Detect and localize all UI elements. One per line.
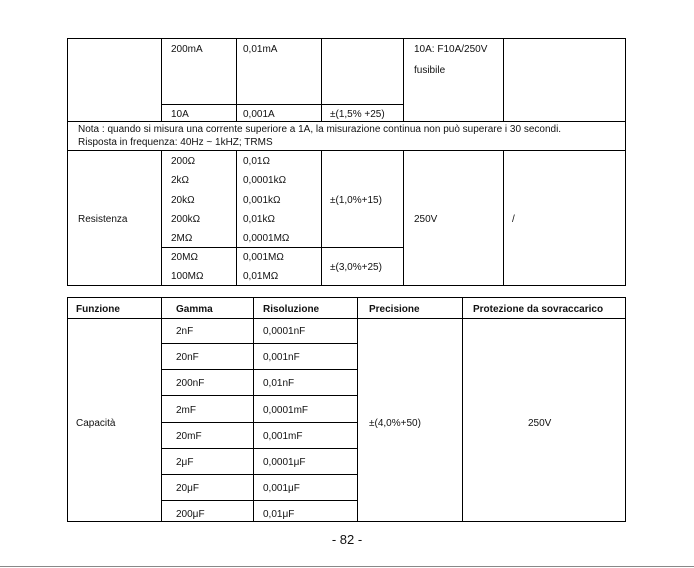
row-divider	[161, 422, 358, 423]
row-divider	[67, 150, 626, 151]
table-border-right	[625, 38, 626, 286]
row-divider	[161, 343, 358, 344]
resolution-cell: 0,01kΩ	[243, 214, 275, 225]
resolution-cell: 0,0001MΩ	[243, 233, 290, 244]
col-divider	[357, 297, 358, 522]
range-cell: 100MΩ	[171, 271, 204, 282]
row-divider	[161, 474, 358, 475]
col-divider	[503, 38, 504, 122]
row-divider	[161, 369, 358, 370]
resolution-cell: 0,001μF	[263, 483, 300, 494]
column-header-function: Funzione	[76, 304, 120, 315]
range-cell: 2MΩ	[171, 233, 193, 244]
protection-cell: 250V	[414, 214, 438, 225]
col-divider	[403, 150, 404, 286]
table-border-right	[625, 297, 626, 522]
resolution-cell: 0,01μF	[263, 509, 295, 520]
note-text: Risposta in frequenza: 40Hz ~ 1kHZ; TRMS	[78, 137, 273, 148]
col-divider	[236, 150, 237, 286]
col-divider	[321, 38, 322, 122]
range-cell: 2μF	[176, 457, 194, 468]
resolution-cell: 0,001A	[243, 109, 275, 120]
range-cell: 20MΩ	[171, 252, 198, 263]
column-header-resolution: Risoluzione	[263, 304, 320, 315]
col-divider	[321, 150, 322, 286]
range-cell: 200mA	[171, 44, 203, 55]
resolution-cell: 0,0001mF	[263, 405, 309, 416]
column-header-overload-protection: Protezione da sovraccarico	[473, 304, 604, 315]
note-text: Nota : quando si misura una corrente superiore a 1A, la misurazione continua non può superare i 30 secondi.	[78, 124, 562, 135]
resolution-cell: 0,01nF	[263, 378, 295, 389]
resolution-cell: 0,001kΩ	[243, 195, 281, 206]
function-cell: Capacità	[76, 418, 116, 429]
resolution-cell: 0,01Ω	[243, 156, 270, 167]
column-header-range: Gamma	[176, 304, 213, 315]
accuracy-cell: ±(1,0%+15)	[330, 195, 382, 206]
table-border-bottom	[67, 521, 626, 522]
header-divider	[67, 318, 626, 319]
row-divider	[161, 247, 403, 248]
col-divider	[253, 297, 254, 522]
table-border-left	[67, 38, 68, 286]
resolution-cell: 0,0001kΩ	[243, 175, 287, 186]
range-cell: 200kΩ	[171, 214, 201, 225]
range-cell: 2mF	[176, 405, 196, 416]
resolution-cell: 0,001MΩ	[243, 252, 284, 263]
col-divider	[161, 297, 162, 522]
range-cell: 20nF	[176, 352, 199, 363]
resolution-cell: 0,001mF	[263, 431, 303, 442]
col-divider	[161, 38, 162, 122]
range-cell: 2kΩ	[171, 175, 190, 186]
col-divider	[236, 38, 237, 122]
row-divider	[161, 104, 403, 105]
table-border-top	[67, 38, 626, 39]
col-divider	[462, 297, 463, 522]
page-bottom-rule	[0, 566, 694, 567]
resolution-cell: 0,0001μF	[263, 457, 306, 468]
resolution-cell: 0,01MΩ	[243, 271, 279, 282]
function-cell: Resistenza	[78, 214, 128, 225]
row-divider	[161, 395, 358, 396]
resolution-cell: 0,0001nF	[263, 326, 306, 337]
col-divider	[403, 38, 404, 122]
column-header-accuracy: Precisione	[369, 304, 420, 315]
protection-cell: fusibile	[414, 65, 446, 76]
range-cell: 20mF	[176, 431, 202, 442]
range-cell: 10A	[171, 109, 189, 120]
row-divider	[67, 121, 626, 122]
range-cell: 200μF	[176, 509, 205, 520]
row-divider	[161, 500, 358, 501]
col-divider	[161, 150, 162, 286]
col-divider	[503, 150, 504, 286]
accuracy-cell: ±(3,0%+25)	[330, 262, 382, 273]
table-border-top	[67, 297, 626, 298]
range-cell: 200Ω	[171, 156, 196, 167]
page-number: - 82 -	[331, 532, 363, 547]
table-border-bottom	[67, 285, 626, 286]
resolution-cell: 0,01mA	[243, 44, 278, 55]
protection-cell: 250V	[528, 418, 552, 429]
resolution-cell: 0,001nF	[263, 352, 300, 363]
range-cell: 20kΩ	[171, 195, 195, 206]
range-cell: 20μF	[176, 483, 199, 494]
accuracy-cell: ±(1,5% +25)	[330, 109, 385, 120]
range-cell: 200nF	[176, 378, 205, 389]
protection-cell: 10A: F10A/250V	[414, 44, 488, 55]
row-divider	[161, 448, 358, 449]
range-cell: 2nF	[176, 326, 194, 337]
table-border-left	[67, 297, 68, 522]
slash-cell: /	[512, 214, 515, 225]
accuracy-cell: ±(4,0%+50)	[369, 418, 421, 429]
